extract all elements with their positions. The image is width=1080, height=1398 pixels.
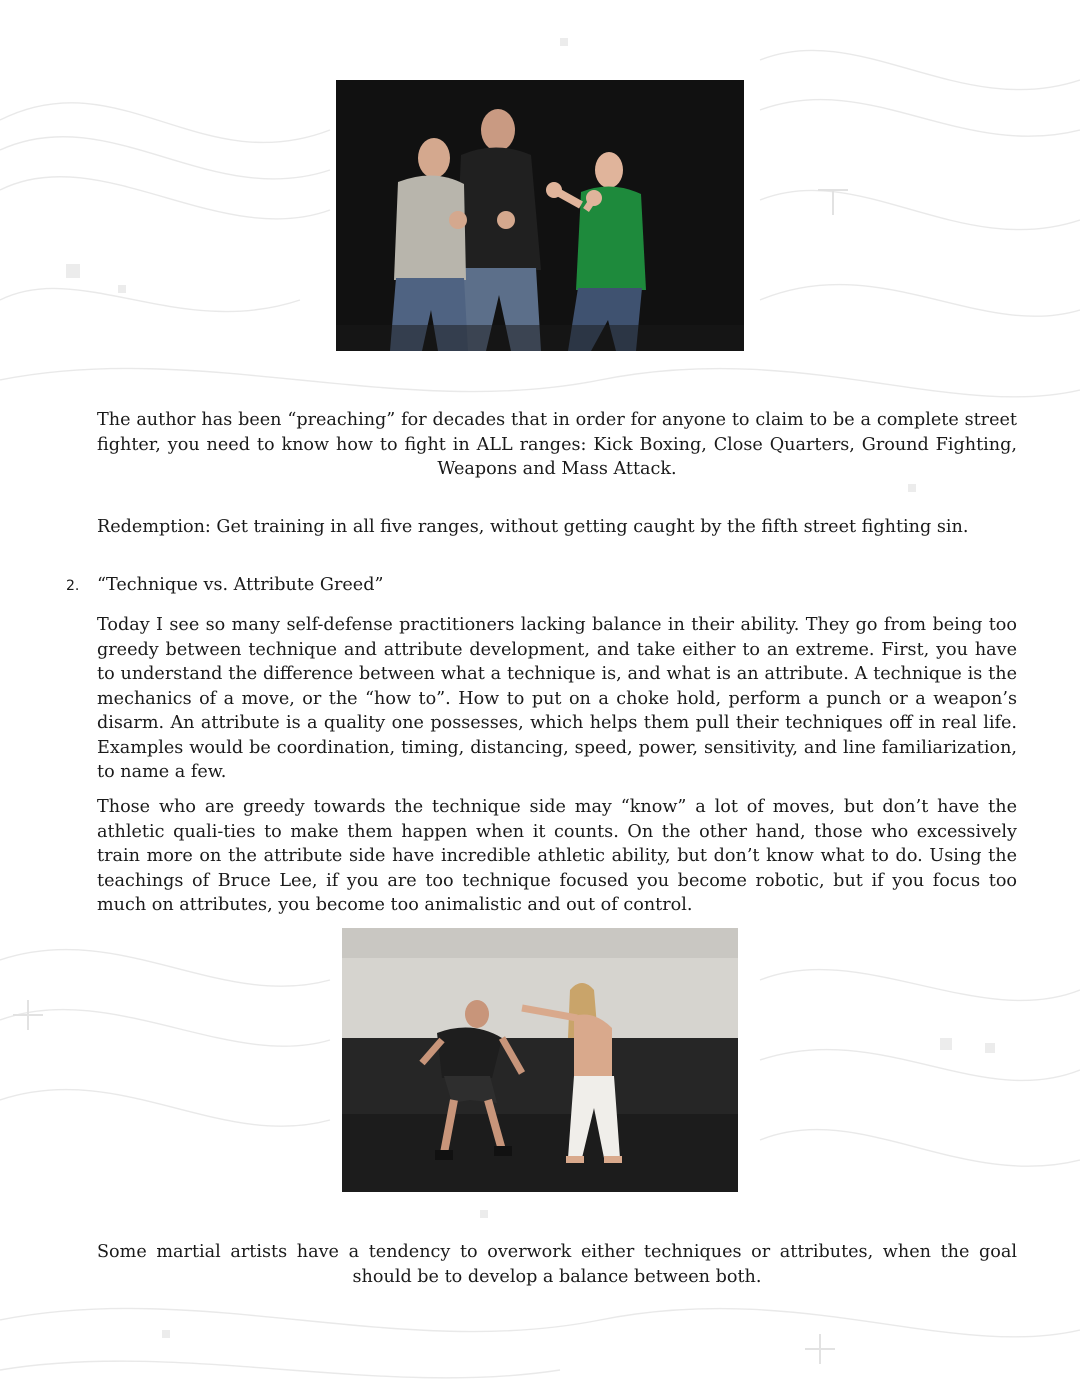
list-number: 2. (66, 578, 80, 594)
greedy-paragraph: Those who are greedy towards the technique side may “know” a lot of moves, but don’t have the athletic quali-ties to make them happen when it counts. On the other hand, those who excessively train more on the attribute side have incredible athletic ability, but don’t know what to do. Using the teachings of Bruce Lee, if you are too technique focused you become robotic, but if you focus too much on attributes, you become too animalistic and out of control. (97, 797, 1017, 915)
redemption-paragraph: Redemption: Get training in all five ranges, without getting caught by the fifth street fighting sin. (97, 517, 969, 537)
ranges-paragraph: The author has been “preaching” for decades that in order for anyone to claim to be a complete street fighter, you need to know how to fight in ALL ranges: Kick Boxing, Close Quarters, Ground Fighting, Weapons and Mass Attack. (97, 410, 1017, 479)
sparring-pair-photo (342, 928, 738, 1192)
list-item-title: “Technique vs. Attribute Greed” (97, 575, 384, 595)
technique-paragraph: Today I see so many self-defense practitioners lacking balance in their ability. They go from being too greedy between technique and attribute development, and take either to an extreme. First, you have to understand the difference between what a technique is, and what is an attribute. A technique is the mechanics of a move, or the “how to”. How to put on a choke hold, perform a punch or a weapon’s disarm. An attribute is a quality one possesses, which helps them pull their techniques off in real life. Examples would be coordination, timing, distancing, speed, power, sensitivity, and line familiarization, to name a few. (97, 615, 1017, 782)
list-item (66, 573, 1016, 599)
balance-caption: Some martial artists have a tendency to overwork either techniques or attributes, when the goal should be to develop a balance between both. (97, 1242, 1017, 1287)
sparring-group-photo (336, 80, 744, 351)
